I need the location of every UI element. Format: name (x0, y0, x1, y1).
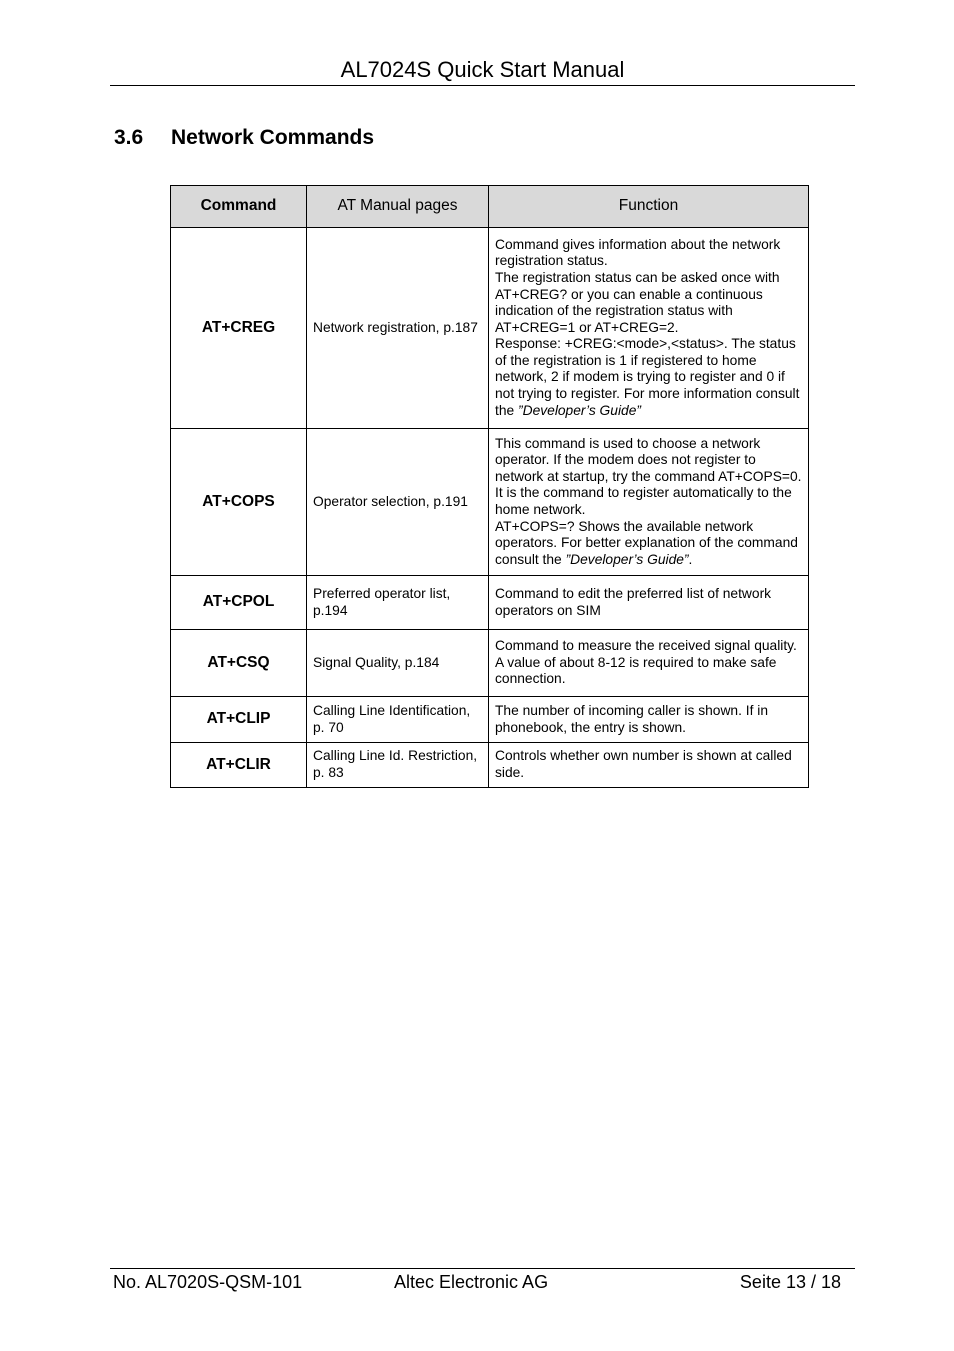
command-cell: AT+COPS (171, 429, 307, 576)
function-reference: ”Developer’s Guide” (565, 551, 689, 567)
table-row (171, 429, 809, 576)
document-number: No. AL7020S-QSM-101 (113, 1272, 303, 1292)
table-row (171, 576, 809, 630)
pages-cell: Preferred operator list, p.194 (307, 576, 489, 630)
command-cell: AT+CLIP (171, 697, 307, 743)
pages-cell: Operator selection, p.191 (307, 429, 489, 576)
company-name: Altec Electronic AG (394, 1272, 549, 1292)
column-header-function: Function (489, 186, 809, 228)
pages-cell: Calling Line Id. Restriction, p. 83 (307, 743, 489, 788)
command-cell: AT+CPOL (171, 576, 307, 630)
function-cell: The number of incoming caller is shown. If in phonebook, the entry is shown. (489, 697, 809, 743)
function-cell: Command to edit the preferred list of network operators on SIM (489, 576, 809, 630)
command-cell: AT+CREG (171, 228, 307, 429)
function-cell: Command to measure the received signal quality. A value of about 8-12 is required to make safe connection. (489, 630, 809, 697)
section-title: Network Commands (171, 126, 375, 149)
column-header-command: Command (171, 186, 307, 228)
table-row (171, 697, 809, 743)
document-title: AL7024S Quick Start Manual (340, 57, 625, 82)
function-reference: ”Developer’s Guide” (518, 402, 641, 418)
section-number: 3.6 (114, 126, 144, 149)
command-cell: AT+CSQ (171, 630, 307, 697)
pages-cell: Network registration, p.187 (307, 228, 489, 429)
table-row (171, 743, 809, 788)
network-commands-table (170, 185, 809, 788)
pages-cell: Signal Quality, p.184 (307, 630, 489, 697)
table-row (171, 228, 809, 429)
table-row (171, 630, 809, 697)
column-header-pages: AT Manual pages (307, 186, 489, 228)
page-number: Seite 13 / 18 (739, 1272, 841, 1292)
page-footer (110, 1268, 855, 1293)
pages-cell: Calling Line Identification, p. 70 (307, 697, 489, 743)
function-cell (489, 429, 809, 576)
section-heading (114, 124, 374, 152)
function-cell: Controls whether own number is shown at called side. (489, 743, 809, 788)
function-end: . (688, 551, 693, 567)
page-header (110, 56, 855, 86)
function-text: This command is used to choose a network operator. If the modem does not register to network at startup, try the command AT+COPS=0. It is the command to register automatically to the home network. AT+COPS=? Shows the available network operators. For better explanation of the command consult the (495, 435, 802, 567)
function-text: Command gives information about the network registration status. The registration status can be asked once with AT+CREG? or you can enable a continuous indication of the registration status with AT+CREG=1 or AT+CREG=2. Response: +CREG:<mode>,<status>. The status of the registration is 1 if registered to home network, 2 if modem is trying to register and 0 if not trying to register. For more information consult the (495, 236, 800, 418)
function-cell (489, 228, 809, 429)
table-header-row (171, 186, 809, 228)
command-cell: AT+CLIR (171, 743, 307, 788)
